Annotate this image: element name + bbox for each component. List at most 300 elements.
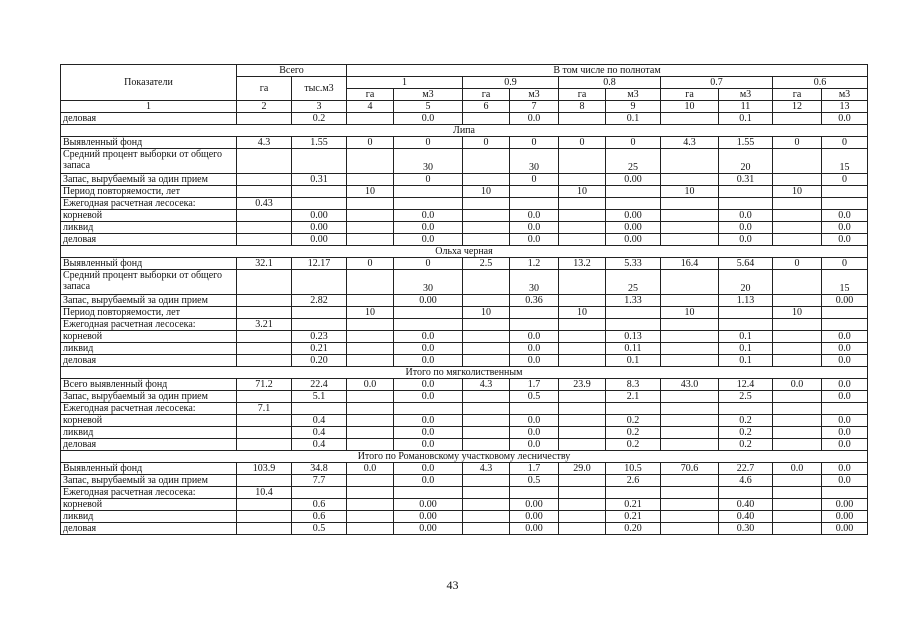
table-cell xyxy=(347,415,394,427)
table-cell: 0.6 xyxy=(292,499,347,511)
table-cell xyxy=(237,270,292,295)
table-cell: 0.00 xyxy=(510,523,559,535)
table-row xyxy=(61,511,868,523)
table-cell xyxy=(661,331,719,343)
table-cell xyxy=(463,343,510,355)
table-cell: 0.0 xyxy=(347,379,394,391)
section-title: Итого по мягколиственным xyxy=(61,367,868,379)
table-cell: 0.2 xyxy=(606,427,661,439)
table-cell xyxy=(463,319,510,331)
table-cell xyxy=(559,113,606,125)
table-cell xyxy=(394,186,463,198)
table-cell: 0.0 xyxy=(822,463,868,475)
table-cell xyxy=(661,319,719,331)
table-cell xyxy=(822,487,868,499)
table-cell: 0.2 xyxy=(719,427,773,439)
table-cell xyxy=(463,222,510,234)
table-cell: 0.2 xyxy=(719,415,773,427)
table-cell: 0.00 xyxy=(606,222,661,234)
table-cell: 5.64 xyxy=(719,258,773,270)
table-row xyxy=(61,343,868,355)
table-row xyxy=(61,379,868,391)
table-cell xyxy=(292,403,347,415)
table-cell xyxy=(292,487,347,499)
row-label: корневой xyxy=(61,415,237,427)
table-cell: 0.11 xyxy=(606,343,661,355)
table-cell xyxy=(606,186,661,198)
table-cell: 0.1 xyxy=(719,355,773,367)
table-cell: 0.0 xyxy=(719,210,773,222)
table-cell: 0.0 xyxy=(394,210,463,222)
table-cell: 0 xyxy=(822,258,868,270)
table-cell: 0 xyxy=(347,137,394,149)
table-cell: 0.00 xyxy=(292,234,347,246)
table-cell: 0.0 xyxy=(394,415,463,427)
row-label: Ежегодная расчетная лесосека: xyxy=(61,403,237,415)
table-cell xyxy=(237,149,292,174)
row-label: Средний процент выборки от общего запаса xyxy=(61,270,237,295)
column-number: 2 xyxy=(237,101,292,113)
table-cell xyxy=(394,319,463,331)
table-cell: 0.00 xyxy=(394,295,463,307)
table-row xyxy=(61,258,868,270)
table-cell: 8.3 xyxy=(606,379,661,391)
table-cell xyxy=(347,319,394,331)
table-cell xyxy=(661,403,719,415)
table-cell xyxy=(559,403,606,415)
table-cell xyxy=(773,331,822,343)
table-cell: 1.55 xyxy=(719,137,773,149)
row-label: Запас, вырубаемый за один прием xyxy=(61,475,237,487)
table-cell xyxy=(463,391,510,403)
table-cell: 0 xyxy=(394,137,463,149)
table-cell: 0.13 xyxy=(606,331,661,343)
table-cell: 0.0 xyxy=(394,391,463,403)
table-cell xyxy=(237,475,292,487)
table-cell: 30 xyxy=(394,149,463,174)
table-cell: 10.5 xyxy=(606,463,661,475)
table-cell xyxy=(773,391,822,403)
table-cell xyxy=(773,427,822,439)
table-cell: 30 xyxy=(510,270,559,295)
row-label: деловая xyxy=(61,355,237,367)
table-cell: 0.0 xyxy=(510,113,559,125)
table-cell xyxy=(661,511,719,523)
density-header: 1 xyxy=(347,77,463,89)
table-cell xyxy=(719,307,773,319)
table-cell: 0.0 xyxy=(822,415,868,427)
table-cell: 0.0 xyxy=(822,475,868,487)
table-cell xyxy=(347,174,394,186)
table-cell xyxy=(773,319,822,331)
table-cell xyxy=(347,331,394,343)
table-cell xyxy=(661,234,719,246)
table-cell xyxy=(773,523,822,535)
row-label: деловая xyxy=(61,234,237,246)
table-cell: 0.0 xyxy=(719,222,773,234)
section-title: Ольха черная xyxy=(61,246,868,258)
table-cell: 0.0 xyxy=(822,113,868,125)
row-label: Ежегодная расчетная лесосека: xyxy=(61,487,237,499)
column-number: 13 xyxy=(822,101,868,113)
table-cell xyxy=(773,234,822,246)
table-cell xyxy=(606,403,661,415)
table-cell: 20 xyxy=(719,270,773,295)
table-cell xyxy=(606,307,661,319)
table-cell xyxy=(237,210,292,222)
table-cell xyxy=(559,319,606,331)
table-cell xyxy=(559,270,606,295)
table-cell: 0.43 xyxy=(237,198,292,210)
table-cell xyxy=(719,319,773,331)
table-cell: 103.9 xyxy=(237,463,292,475)
table-cell: 1.7 xyxy=(510,379,559,391)
table-cell: 10 xyxy=(661,186,719,198)
row-label: Запас, вырубаемый за один прием xyxy=(61,391,237,403)
table-cell xyxy=(822,307,868,319)
table-cell: 0 xyxy=(510,137,559,149)
table-cell xyxy=(237,331,292,343)
row-label: Период повторяемости, лет xyxy=(61,307,237,319)
table-cell xyxy=(661,270,719,295)
table-cell xyxy=(347,439,394,451)
table-cell: 0.0 xyxy=(347,463,394,475)
table-cell xyxy=(822,198,868,210)
table-cell xyxy=(237,186,292,198)
table-cell: 10 xyxy=(559,307,606,319)
table-row xyxy=(61,113,868,125)
table-cell xyxy=(559,149,606,174)
table-cell: 10 xyxy=(773,186,822,198)
table-cell: 0.4 xyxy=(292,427,347,439)
table-cell: 0.1 xyxy=(719,331,773,343)
table-cell: 22.7 xyxy=(719,463,773,475)
table-cell xyxy=(661,174,719,186)
table-cell xyxy=(237,499,292,511)
row-label: деловая xyxy=(61,439,237,451)
table-cell: 71.2 xyxy=(237,379,292,391)
section-header-row xyxy=(61,451,868,463)
table-cell xyxy=(773,295,822,307)
row-label: Выявленный фонд xyxy=(61,137,237,149)
table-cell: 30 xyxy=(394,270,463,295)
table-cell xyxy=(606,198,661,210)
table-cell: 34.8 xyxy=(292,463,347,475)
column-number: 9 xyxy=(606,101,661,113)
table-cell xyxy=(559,343,606,355)
table-cell: 10 xyxy=(463,307,510,319)
table-cell: 43.0 xyxy=(661,379,719,391)
table-cell: 20 xyxy=(719,149,773,174)
table-cell: 7.1 xyxy=(237,403,292,415)
table-cell xyxy=(463,511,510,523)
table-cell xyxy=(463,475,510,487)
table-cell: 0.0 xyxy=(510,343,559,355)
indicators-header: Показатели xyxy=(61,65,237,101)
table-cell xyxy=(347,222,394,234)
table-cell: 0.30 xyxy=(719,523,773,535)
table-cell xyxy=(237,523,292,535)
section-title: Липа xyxy=(61,125,868,137)
table-row xyxy=(61,186,868,198)
table-row xyxy=(61,149,868,174)
table-cell xyxy=(773,270,822,295)
table-cell xyxy=(237,415,292,427)
table-cell xyxy=(559,198,606,210)
table-cell xyxy=(463,270,510,295)
table-cell xyxy=(661,210,719,222)
table-cell xyxy=(292,270,347,295)
table-row xyxy=(61,210,868,222)
row-label: Запас, вырубаемый за один прием xyxy=(61,295,237,307)
table-cell: 16.4 xyxy=(661,258,719,270)
table-cell: 0.4 xyxy=(292,439,347,451)
table-cell xyxy=(773,487,822,499)
table-cell: 2.82 xyxy=(292,295,347,307)
table-row xyxy=(61,391,868,403)
table-cell: 1.7 xyxy=(510,463,559,475)
table-cell xyxy=(237,511,292,523)
row-label: Ежегодная расчетная лесосека: xyxy=(61,198,237,210)
table-cell: 0.00 xyxy=(292,222,347,234)
table-cell: 0 xyxy=(394,258,463,270)
table-cell: 13.2 xyxy=(559,258,606,270)
table-cell xyxy=(773,511,822,523)
table-cell xyxy=(661,113,719,125)
table-cell xyxy=(463,523,510,535)
column-number: 1 xyxy=(61,101,237,113)
row-label: ликвид xyxy=(61,222,237,234)
table-cell: 0.1 xyxy=(719,343,773,355)
table-cell: 0.2 xyxy=(292,113,347,125)
table-row xyxy=(61,307,868,319)
table-cell xyxy=(237,113,292,125)
table-cell: 0.0 xyxy=(510,331,559,343)
table-cell xyxy=(559,210,606,222)
table-cell: 0.5 xyxy=(510,391,559,403)
row-label: ликвид xyxy=(61,427,237,439)
table-cell xyxy=(463,149,510,174)
table-cell: 0.0 xyxy=(394,343,463,355)
table-cell: 0.0 xyxy=(822,379,868,391)
table-cell: 1.33 xyxy=(606,295,661,307)
table-cell: 0.1 xyxy=(606,113,661,125)
table-cell xyxy=(292,319,347,331)
table-cell: 0.40 xyxy=(719,499,773,511)
density-header: 0.8 xyxy=(559,77,661,89)
table-cell xyxy=(347,391,394,403)
page-number: 43 xyxy=(446,578,459,592)
table-cell: 0.0 xyxy=(719,234,773,246)
table-cell: 10 xyxy=(661,307,719,319)
table-cell: 0.20 xyxy=(292,355,347,367)
unit-ha-header: га xyxy=(559,89,606,101)
table-cell xyxy=(347,427,394,439)
table-cell xyxy=(394,403,463,415)
row-label: деловая xyxy=(61,523,237,535)
table-cell: 2.1 xyxy=(606,391,661,403)
table-cell xyxy=(773,210,822,222)
table-cell: 10 xyxy=(347,186,394,198)
table-row xyxy=(61,137,868,149)
density-header: 0.6 xyxy=(773,77,868,89)
column-number: 7 xyxy=(510,101,559,113)
table-cell xyxy=(559,475,606,487)
total-header: Всего xyxy=(237,65,347,77)
table-cell: 0.31 xyxy=(719,174,773,186)
column-number: 6 xyxy=(463,101,510,113)
table-cell: 0.0 xyxy=(822,331,868,343)
table-cell xyxy=(719,198,773,210)
table-cell xyxy=(773,439,822,451)
table-row xyxy=(61,319,868,331)
table-cell: 22.4 xyxy=(292,379,347,391)
column-number: 10 xyxy=(661,101,719,113)
table-row xyxy=(61,427,868,439)
row-label: ликвид xyxy=(61,511,237,523)
unit-m3-header: м3 xyxy=(394,89,463,101)
table-cell: 10 xyxy=(559,186,606,198)
section-title: Итого по Романовскому участковому лесничеству xyxy=(61,451,868,463)
table-cell: 0 xyxy=(773,137,822,149)
table-row xyxy=(61,174,868,186)
table-cell xyxy=(394,487,463,499)
table-cell: 2.5 xyxy=(463,258,510,270)
column-number: 5 xyxy=(394,101,463,113)
table-cell xyxy=(559,222,606,234)
table-cell: 2.5 xyxy=(719,391,773,403)
table-cell xyxy=(463,403,510,415)
table-cell xyxy=(347,295,394,307)
table-cell xyxy=(822,403,868,415)
table-cell: 10 xyxy=(347,307,394,319)
density-group-header: В том числе по полнотам xyxy=(347,65,868,77)
table-cell xyxy=(347,113,394,125)
table-row xyxy=(61,198,868,210)
table-cell: 5.33 xyxy=(606,258,661,270)
row-label: Выявленный фонд xyxy=(61,463,237,475)
table-cell xyxy=(394,198,463,210)
table-body xyxy=(61,113,868,535)
density-header: 0.7 xyxy=(661,77,773,89)
table-cell xyxy=(773,149,822,174)
table-cell xyxy=(463,355,510,367)
table-cell xyxy=(347,475,394,487)
table-cell: 0.21 xyxy=(606,499,661,511)
table-cell: 3.21 xyxy=(237,319,292,331)
table-cell: 0.0 xyxy=(510,355,559,367)
total-volume-header: тыс.м3 xyxy=(292,77,347,101)
table-cell: 0 xyxy=(822,137,868,149)
table-cell: 0.0 xyxy=(822,427,868,439)
table-cell: 0.31 xyxy=(292,174,347,186)
table-cell xyxy=(661,439,719,451)
table-row xyxy=(61,475,868,487)
table-cell xyxy=(773,403,822,415)
table-cell: 0.1 xyxy=(606,355,661,367)
table-cell: 0.0 xyxy=(510,234,559,246)
table-cell xyxy=(237,427,292,439)
table-row xyxy=(61,439,868,451)
table-cell xyxy=(773,343,822,355)
table-cell: 0.0 xyxy=(394,427,463,439)
table-row xyxy=(61,499,868,511)
table-cell: 4.3 xyxy=(463,463,510,475)
table-cell xyxy=(510,403,559,415)
table-cell: 0.0 xyxy=(394,222,463,234)
table-cell: 10 xyxy=(463,186,510,198)
table-cell: 0.0 xyxy=(510,415,559,427)
table-cell xyxy=(661,198,719,210)
table-cell: 0.00 xyxy=(394,499,463,511)
document-sheet xyxy=(60,64,867,535)
table-cell xyxy=(661,343,719,355)
table-cell: 0 xyxy=(347,258,394,270)
table-cell: 0.0 xyxy=(394,379,463,391)
table-cell: 15 xyxy=(822,149,868,174)
row-label: Всего выявленный фонд xyxy=(61,379,237,391)
table-cell: 23.9 xyxy=(559,379,606,391)
table-cell: 1.55 xyxy=(292,137,347,149)
table-cell xyxy=(510,319,559,331)
table-cell xyxy=(559,331,606,343)
table-cell: 0.5 xyxy=(510,475,559,487)
row-label: корневой xyxy=(61,331,237,343)
table-cell xyxy=(559,511,606,523)
table-cell: 0.1 xyxy=(719,113,773,125)
table-cell: 0.0 xyxy=(510,427,559,439)
row-label: Средний процент выборки от общего запаса xyxy=(61,149,237,174)
table-cell: 10.4 xyxy=(237,487,292,499)
table-cell: 0 xyxy=(510,174,559,186)
column-number: 4 xyxy=(347,101,394,113)
table-cell xyxy=(237,234,292,246)
table-cell xyxy=(237,343,292,355)
table-cell xyxy=(606,487,661,499)
table-cell: 0 xyxy=(606,137,661,149)
table-cell xyxy=(661,295,719,307)
table-cell xyxy=(606,319,661,331)
table-cell xyxy=(773,222,822,234)
table-cell xyxy=(510,307,559,319)
unit-m3-header: м3 xyxy=(510,89,559,101)
table-cell xyxy=(773,174,822,186)
table-cell xyxy=(237,439,292,451)
table-cell xyxy=(773,415,822,427)
table-cell xyxy=(237,307,292,319)
table-cell xyxy=(661,427,719,439)
table-cell: 0 xyxy=(773,258,822,270)
table-row xyxy=(61,403,868,415)
table-cell: 0.0 xyxy=(394,234,463,246)
table-cell xyxy=(661,222,719,234)
table-cell xyxy=(661,355,719,367)
table-cell xyxy=(773,475,822,487)
table-cell: 32.1 xyxy=(237,258,292,270)
table-row xyxy=(61,415,868,427)
table-cell xyxy=(559,439,606,451)
table-cell: 1.2 xyxy=(510,258,559,270)
row-label: Ежегодная расчетная лесосека: xyxy=(61,319,237,331)
unit-ha-header: га xyxy=(661,89,719,101)
table-cell: 0.00 xyxy=(822,499,868,511)
row-label: ликвид xyxy=(61,343,237,355)
table-cell: 0 xyxy=(463,137,510,149)
table-cell xyxy=(463,198,510,210)
table-cell: 0.00 xyxy=(394,523,463,535)
table-cell: 25 xyxy=(606,149,661,174)
table-cell xyxy=(463,499,510,511)
